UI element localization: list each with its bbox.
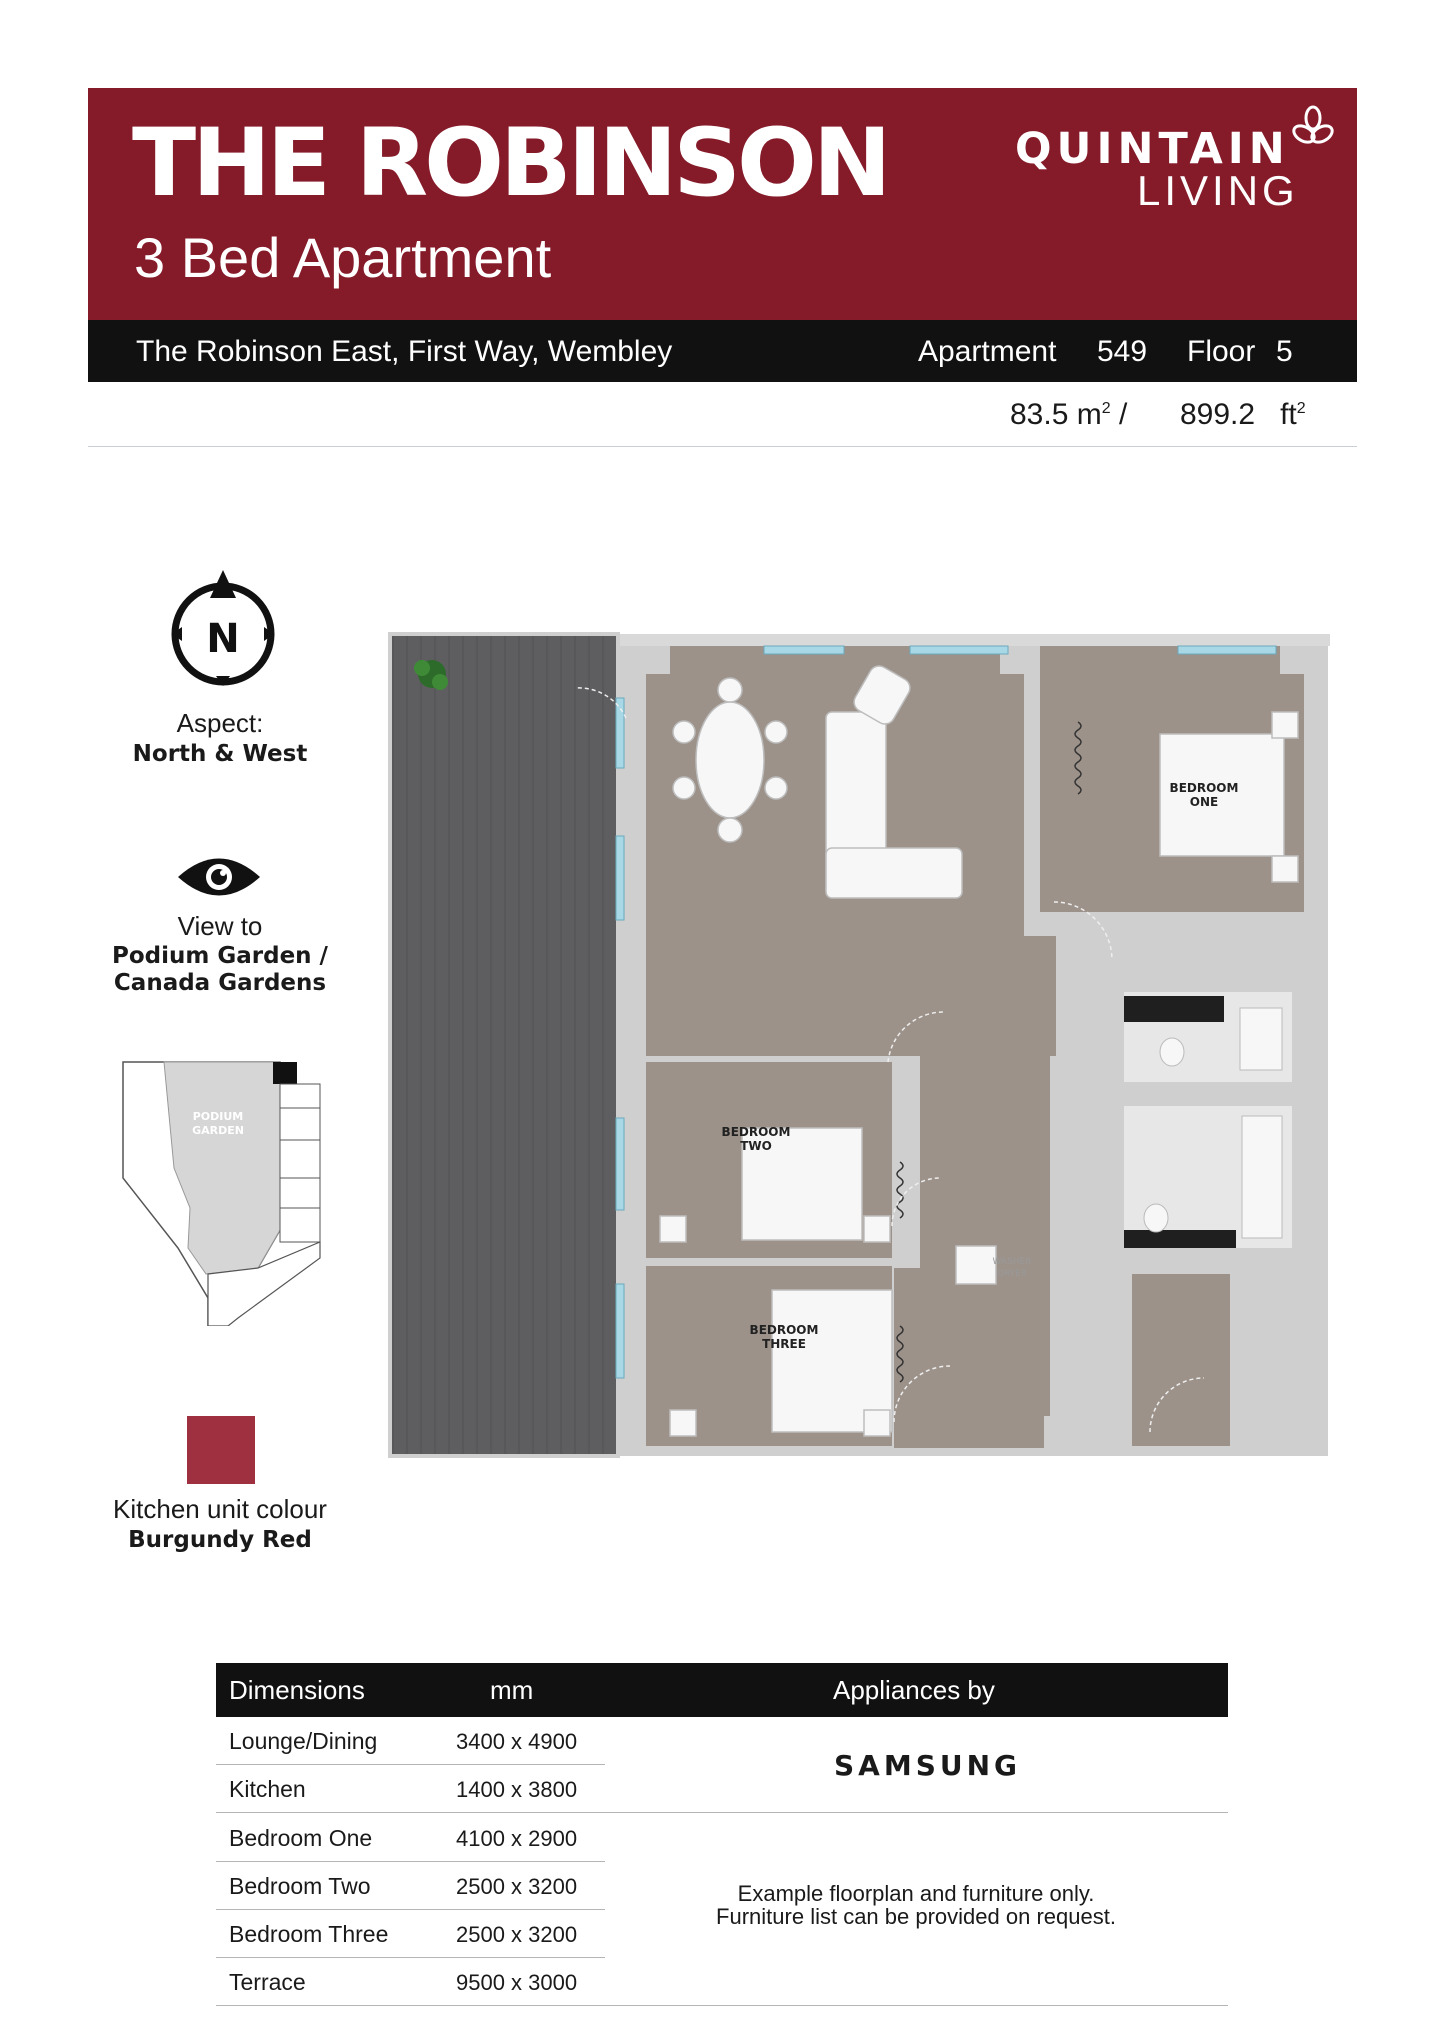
eye-icon xyxy=(176,854,262,900)
svg-text:BEDROOM: BEDROOM xyxy=(749,1323,819,1337)
table-row-size: 9500 x 3000 xyxy=(456,1970,578,1995)
view-value-line1: Podium Garden / xyxy=(112,943,328,969)
site-plan-map xyxy=(118,1058,324,1326)
area-imperial: 899.2 $ft^2$ xyxy=(1180,398,1306,431)
table-row-size: 2500 x 3200 xyxy=(456,1874,578,1899)
svg-text:WASHER: WASHER xyxy=(992,1257,1032,1267)
table-row-room: Bedroom One xyxy=(229,1825,373,1851)
apartment-label: Apartment xyxy=(918,335,1057,368)
dimensions-header: Dimensions xyxy=(229,1675,365,1705)
disclaimer-line1: Example floorplan and furniture only. xyxy=(737,1881,1095,1906)
table-row-room: Bedroom Two xyxy=(229,1873,371,1899)
svg-text:GARDEN: GARDEN xyxy=(192,1124,244,1137)
svg-text:BEDROOM: BEDROOM xyxy=(721,1125,791,1139)
kitchen-colour-value: Burgundy Red xyxy=(128,1527,312,1553)
table-row-size: 1400 x 3800 xyxy=(456,1777,578,1802)
table-row-room: Lounge/Dining xyxy=(229,1728,378,1754)
page-subtitle: 3 Bed Apartment xyxy=(134,226,552,289)
floor-label: Floor xyxy=(1187,335,1256,368)
address: The Robinson East, First Way, Wembley xyxy=(136,335,673,368)
svg-text:PODIUM: PODIUM xyxy=(192,1110,244,1123)
row-divider xyxy=(216,1764,605,1765)
disclaimer-line2: Furniture list can be provided on request. xyxy=(716,1904,1116,1929)
table-row-room: Bedroom Three xyxy=(229,1921,389,1947)
terrace xyxy=(390,634,618,1456)
view-value-line2: Canada Gardens xyxy=(113,970,327,996)
kitchen-colour-swatch xyxy=(187,1416,255,1484)
svg-text:BEDROOM: BEDROOM xyxy=(1169,781,1239,795)
svg-text:DRYER: DRYER xyxy=(996,1269,1028,1279)
row-divider xyxy=(216,1909,605,1910)
svg-text:TWO: TWO xyxy=(740,1139,772,1153)
row-divider xyxy=(216,1957,605,1958)
brand-trefoil-icon xyxy=(1290,105,1336,151)
floorplan xyxy=(380,622,1340,1472)
svg-text:ONE: ONE xyxy=(1189,795,1219,809)
row-divider xyxy=(216,1861,605,1862)
svg-text:N: N xyxy=(206,616,240,662)
brand-logo-subtext: LIVING xyxy=(1137,167,1299,214)
view-label: View to xyxy=(177,911,263,941)
table-row-room: Kitchen xyxy=(229,1776,306,1802)
appliance-brand-logo: SAMSUNG xyxy=(834,1749,1022,1782)
lobby xyxy=(1132,1274,1230,1446)
divider xyxy=(88,446,1357,447)
apartment-number: 549 xyxy=(1097,335,1148,368)
table-header xyxy=(216,1663,1228,1717)
table-row-size: 3400 x 4900 xyxy=(456,1729,578,1754)
table-row-size: 4100 x 2900 xyxy=(456,1826,578,1851)
table-row-room: Terrace xyxy=(229,1969,306,1995)
dining-table xyxy=(696,702,764,818)
compass-north-icon xyxy=(166,568,280,688)
aspect-value: North & West xyxy=(132,741,308,767)
area-metric: 83.5 $m^2$ / xyxy=(1010,398,1128,431)
table-row-size: 2500 x 3200 xyxy=(456,1922,578,1947)
row-divider xyxy=(216,2005,1228,2006)
row-divider xyxy=(216,1812,1228,1813)
page-title: THE ROBINSON xyxy=(132,109,888,218)
bed-one xyxy=(1160,734,1284,856)
floor-number: 5 xyxy=(1276,335,1293,368)
kitchen-colour-label: Kitchen unit colour xyxy=(113,1494,327,1524)
svg-text:THREE: THREE xyxy=(762,1337,806,1351)
aspect-label: Aspect: xyxy=(176,708,264,738)
unit-header: mm xyxy=(490,1675,534,1705)
brand-logo-text: QUINTAIN xyxy=(1015,124,1290,174)
appliances-header: Appliances by xyxy=(833,1675,995,1705)
